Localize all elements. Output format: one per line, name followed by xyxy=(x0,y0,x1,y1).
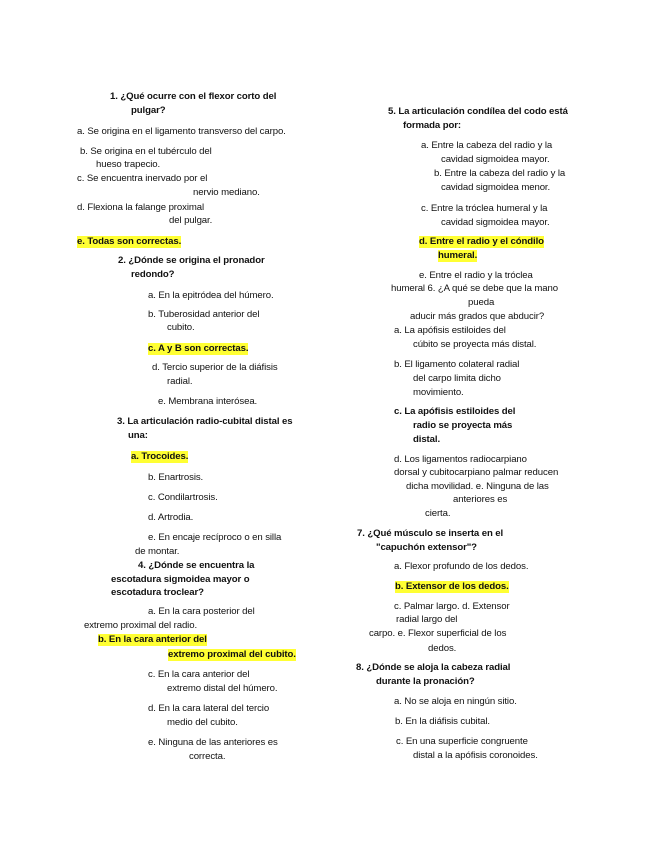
q5-option-b-cont: cavidad sigmoidea menor. xyxy=(441,182,551,193)
question-2-title: 2. ¿Dónde se origina el pronador xyxy=(118,255,265,266)
q6-option-d-cont-option-e: dicha movilidad. e. Ninguna de las xyxy=(406,481,549,492)
q3-option-e-cont: de montar. xyxy=(135,546,180,557)
q4-option-a-cont: extremo proximal del radio. xyxy=(84,620,198,631)
q5-option-a-cont: cavidad sigmoidea mayor. xyxy=(441,154,550,165)
q2-option-a: a. En la epitródea del húmero. xyxy=(148,290,274,301)
question-4-title-cont: escotadura sigmoidea mayor o xyxy=(111,574,250,585)
q3-option-a-correct: a. Trocoides. xyxy=(131,451,189,462)
q8-option-b: b. En la diáfisis cubital. xyxy=(395,716,490,727)
q5-e-and-question-6-title: humeral 6. ¿A qué se debe que la mano xyxy=(391,283,558,294)
q6-option-a-cont: cúbito se proyecta más distal. xyxy=(413,339,537,350)
q7-option-d-cont-option-e: carpo. e. Flexor superficial de los xyxy=(369,628,507,639)
q4-option-e: e. Ninguna de las anteriores es xyxy=(148,737,278,748)
question-2-title-cont: redondo? xyxy=(131,269,175,280)
q4-option-c: c. En la cara anterior del xyxy=(148,669,250,680)
question-7-title: 7. ¿Qué músculo se inserta en el xyxy=(357,528,504,539)
q4-option-b-correct: b. En la cara anterior del xyxy=(98,634,207,645)
q2-option-d: d. Tercio superior de la diáfisis xyxy=(152,362,278,373)
q5-option-c-cont: cavidad sigmoidea mayor. xyxy=(441,217,550,228)
q1-option-c-cont: nervio mediano. xyxy=(193,187,260,198)
q1-option-b: b. Se origina en el tubérculo del xyxy=(80,146,212,157)
q6-option-d: d. Los ligamentos radiocarpiano xyxy=(394,454,527,465)
q6-option-b-cont: del carpo limita dicho xyxy=(413,373,501,384)
q2-option-b: b. Tuberosidad anterior del xyxy=(148,309,260,320)
question-4-title: 4. ¿Dónde se encuentra la xyxy=(138,560,255,571)
q7-option-e-cont: dedos. xyxy=(428,643,457,654)
q3-option-d: d. Artrodia. xyxy=(148,512,194,523)
q6-option-b: b. El ligamento colateral radial xyxy=(394,359,520,370)
q7-option-b-correct: b. Extensor de los dedos. xyxy=(395,581,509,592)
question-4-title-cont2: escotadura troclear? xyxy=(111,587,204,598)
q5-option-c: c. Entre la tróclea humeral y la xyxy=(421,203,548,214)
q2-option-d-cont: radial. xyxy=(167,376,193,387)
q6-option-c-correct-cont: radio se proyecta más xyxy=(413,420,513,431)
q7-option-d-cont: radial largo del xyxy=(396,614,458,625)
q4-option-b-correct-cont: extremo proximal del cubito. xyxy=(168,649,296,660)
q5-option-d-correct-cont: humeral. xyxy=(438,250,478,261)
q6-option-b-cont2: movimiento. xyxy=(413,387,464,398)
q8-option-c-cont: distal a la apófisis coronoides. xyxy=(413,750,538,761)
q4-option-c-cont: extremo distal del húmero. xyxy=(167,683,278,694)
q5-option-b: b. Entre la cabeza del radio y la xyxy=(434,168,566,179)
q4-option-a: a. En la cara posterior del xyxy=(148,606,255,617)
q4-option-d: d. En la cara lateral del tercio xyxy=(148,703,270,714)
q3-option-c: c. Condilartrosis. xyxy=(148,492,218,503)
q5-option-e: e. Entre el radio y la tróclea xyxy=(419,270,533,281)
question-8-title: 8. ¿Dónde se aloja la cabeza radial xyxy=(356,662,511,673)
question-7-title-cont: "capuchón extensor"? xyxy=(376,542,477,553)
q1-option-c: c. Se encuentra inervado por el xyxy=(77,173,208,184)
question-3-title-cont: una: xyxy=(128,430,148,441)
q5-option-a: a. Entre la cabeza del radio y la xyxy=(421,140,553,151)
q1-option-b-cont: hueso trapecio. xyxy=(96,159,161,170)
question-8-title-cont: durante la pronación? xyxy=(376,676,475,687)
q6-option-e-cont: anteriores es xyxy=(453,494,508,505)
q8-option-a: a. No se aloja en ningún sitio. xyxy=(394,696,517,707)
question-6-title-cont2: aducir más grados que abducir? xyxy=(410,311,545,322)
question-5-title-cont: formada por: xyxy=(403,120,461,131)
q3-option-b: b. Enartrosis. xyxy=(148,472,204,483)
q2-option-e: e. Membrana interósea. xyxy=(158,396,258,407)
q6-option-e-cont2: cierta. xyxy=(425,508,451,519)
q1-option-e-correct: e. Todas son correctas. xyxy=(77,236,182,247)
q7-option-a: a. Flexor profundo de los dedos. xyxy=(394,561,529,572)
q5-option-d-correct: d. Entre el radio y el cóndilo xyxy=(419,236,544,247)
q6-option-a: a. La apófisis estiloides del xyxy=(394,325,506,336)
question-3-title: 3. La articulación radio-cubital distal es xyxy=(117,416,293,427)
q6-option-d-cont: dorsal y cubitocarpiano palmar reducen xyxy=(394,467,559,478)
q6-option-c-correct-cont2: distal. xyxy=(413,434,441,445)
q1-option-a: a. Se origina en el ligamento transverso del carpo. xyxy=(77,126,286,137)
question-5-title: 5. La articulación condílea del codo está xyxy=(388,106,568,117)
q1-option-d-cont: del pulgar. xyxy=(169,215,213,226)
q6-option-c-correct: c. La apófisis estiloides del xyxy=(394,406,516,417)
q8-option-c: c. En una superficie congruente xyxy=(396,736,528,747)
q1-option-d: d. Flexiona la falange proximal xyxy=(77,202,205,213)
q4-option-e-cont: correcta. xyxy=(189,751,226,762)
q2-option-b-cont: cubito. xyxy=(167,322,195,333)
q4-option-d-cont: medio del cubito. xyxy=(167,717,238,728)
question-1-title: 1. ¿Qué ocurre con el flexor corto del xyxy=(110,91,277,102)
q3-option-e: e. En encaje recíproco o en silla xyxy=(148,532,282,543)
question-6-title-cont: pueda xyxy=(468,297,495,308)
q2-option-c-correct: c. A y B son correctas. xyxy=(148,343,249,354)
question-1-title-cont: pulgar? xyxy=(131,105,166,116)
q7-option-c-d: c. Palmar largo. d. Extensor xyxy=(394,601,510,612)
